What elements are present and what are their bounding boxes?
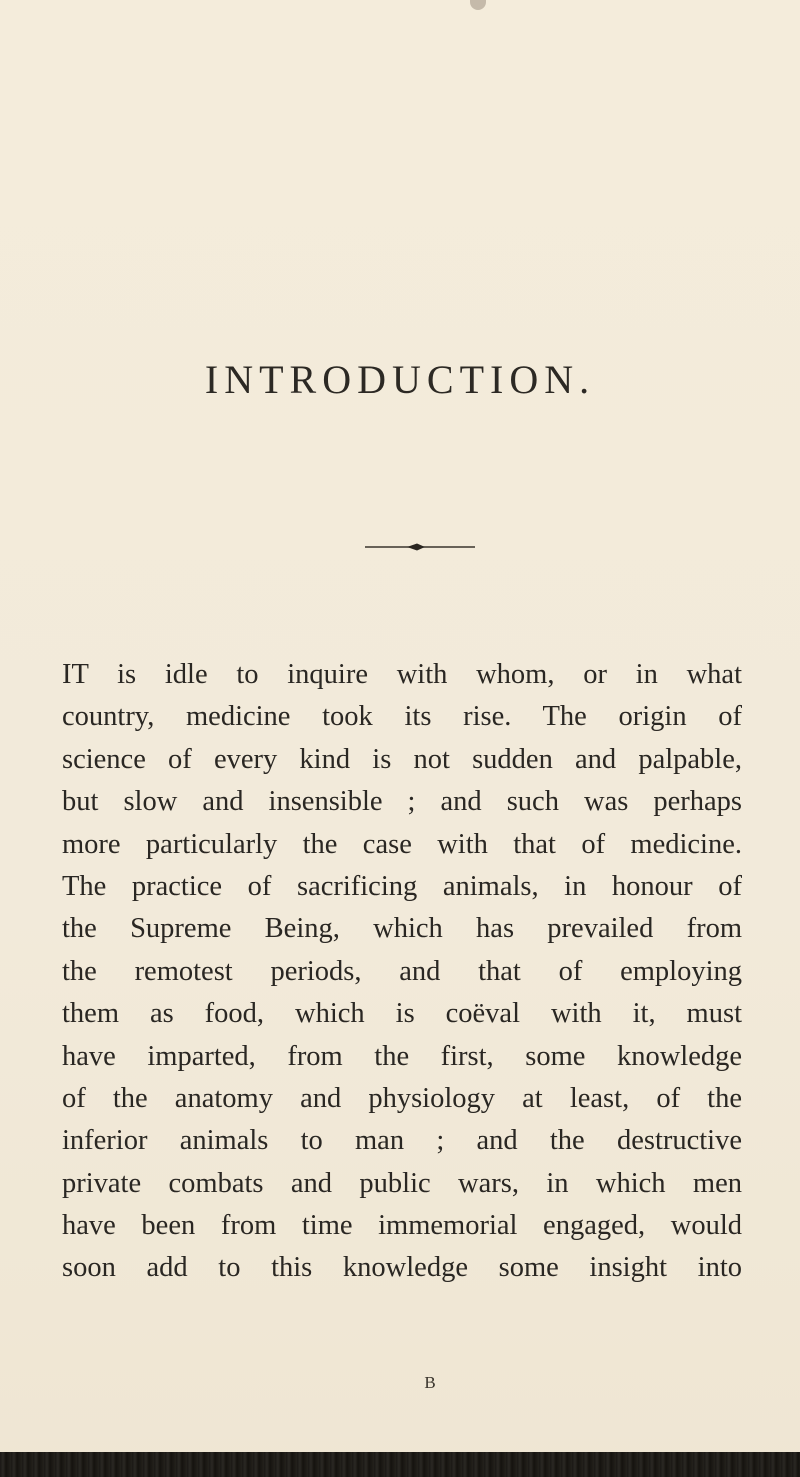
text-line: The practice of sacrificing animals, in honour of [62, 870, 742, 902]
page-bottom-edge [0, 1452, 800, 1477]
text-line: have imparted, from the first, some knowledge [62, 1040, 742, 1072]
ornament-rule-icon [365, 541, 475, 553]
text-line: inferior animals to man ; and the destructive [62, 1125, 742, 1157]
text-line: the remotest periods, and that of employing [62, 955, 742, 987]
text-line: private combats and public wars, in which men [62, 1167, 742, 1199]
text-line: more particularly the case with that of medicine. [62, 828, 742, 860]
text-line: soon add to this knowledge some insight into [62, 1252, 742, 1284]
page-edge-mark [470, 0, 486, 10]
text-line: the Supreme Being, which has prevailed from [62, 913, 742, 945]
text-line: IT is idle to inquire with whom, or in what [62, 659, 742, 690]
signature-mark: B [424, 1373, 436, 1392]
text-line: but slow and insensible ; and such was perhaps [62, 786, 742, 818]
text-line: of the anatomy and physiology at least, of the [62, 1082, 742, 1114]
text-line: them as food, which is coëval with it, must [62, 998, 742, 1030]
body-paragraph [62, 654, 742, 1290]
text-line: have been from time immemorial engaged, would [62, 1210, 742, 1242]
text-line: country, medicine took its rise. The origin of [62, 701, 742, 733]
text-line: science of every kind is not sudden and palpable, [62, 743, 742, 775]
page-title: INTRODUCTION. [204, 357, 596, 402]
